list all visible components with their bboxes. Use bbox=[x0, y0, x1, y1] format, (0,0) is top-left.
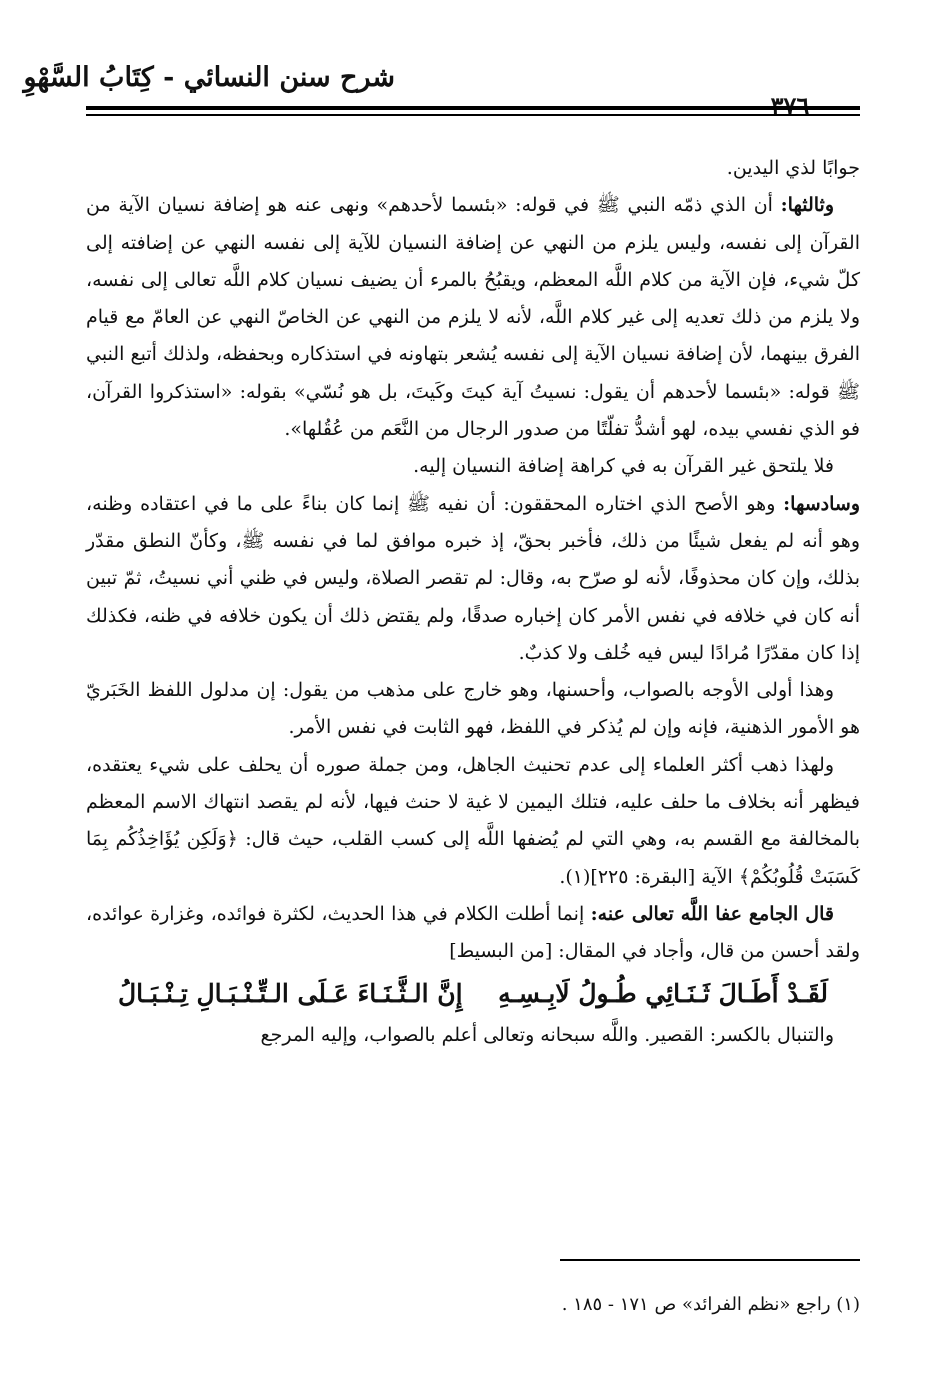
paragraph bbox=[86, 896, 860, 971]
paragraph-text: وهذا أولى الأوجه بالصواب، وأحسنها، وهو خارج على مذهب من يقول: إن مدلول اللفظ الخَبَريّ هو الأمور الذهنية، فإنه وإن لم يُذكر في اللفظ، فهو الثابت في نفس الأمر. bbox=[86, 679, 860, 739]
paragraph bbox=[86, 187, 860, 448]
paragraph bbox=[86, 150, 860, 187]
paragraph-text: إنما أطلت الكلام في هذا الحديث، لكثرة فوائده، وغزارة عوائده، ولقد أحسن من قال، وأجاد في المقال: [من البسيط] bbox=[86, 902, 860, 963]
paragraph bbox=[86, 672, 860, 747]
paragraph-text: وهو الأصح الذي اختاره المحققون: أن نفيه ﷺ إنما كان بناءً على ما في اعتقاده وظنه، وهو أنه لم يفعل شيئًا من ذلك، فأخبر بحقّ، إذ خبره موافق لما في نفسه ﷺ، وكأنّ النطق مقدّر بذلك، وإن كان محذوفًا، لأنه لو صرّح به، وقال: لم تقصر الصلاة، وليس في ظني أني نسيتُ، ثمّ تبين أنه كان في خلافه في نفس الأمر كان إخباره صدقًا، ولم يقتض ذلك أن يكون خلافه في ظنه، فكذلك إذا كان مقدّرًا مُرادًا ليس فيه خُلف ولا كذبٌ. bbox=[86, 492, 860, 664]
paragraph-text: أن الذي ذمّه النبي ﷺ في قوله: «بئسما لأحدهم» ونهى عنه هو إضافة نسيان الآية من القرآن إلى نفسه، وليس يلزم من النهي عن إضافة النسيان للآية إلى نفسه النهي عن إضافته إلى كلّ شيء، فإن الآية من كلام اللَّه المعظم، ويقبُحُ بالمرء أن يضيف نسيان كلام اللَّه تعالى إلى نفسه، ولا يلزم من ذلك تعديه إلى غير كلام اللَّه، لأنه لا يلزم من النهي عن الخاصّ النهي عن العامّ مع قيام الفرق بينهما، لأن إضافة نسيان الآية إلى نفسه يُشعر بتهاونه في استذكاره وبحفظه، ولذلك أتبع النبي ﷺ قوله: «بئسما لأحدهم أن يقول: نسيتُ آية كيتَ وكَيتَ، بل هو نُسّي» بقوله: «استذكروا القرآن، فو الذي نفسي بيده، لهو أشدُّ تفلّتًا من صدور الرجال من النَّعَم من عُقُلها». bbox=[86, 194, 860, 441]
footnote: (١) راجع «نظم الفرائد» ص ١٧١ - ١٨٥ . bbox=[561, 1294, 860, 1315]
verse-hemistich-second: إِنَّ الـثَّـنَـاءَ عَـلَى الـتِّـنْـبَـالِ تِـنْـبَـالُ bbox=[118, 978, 463, 1008]
footnote-separator bbox=[560, 1259, 860, 1261]
header-rule-thin bbox=[86, 114, 860, 116]
paragraph-text: ولهذا ذهب أكثر العلماء إلى عدم تحنيث الجاهل، ومن جملة صوره أن يحلف على شيء يعتقده، فيظهر أنه بخلاف ما حلف عليه، فتلك اليمين لا غية لا حنث فيها، لأنه لم يقصد انتهاك الاسم المعظم بالمخالفة مع القسم به، وهي التي لم يُضفها اللَّه إلى كسب القلب، حيث قال: ﴿وَلَكِن يُؤَاخِذُكُم بِمَا كَسَبَتْ قُلُوبُكُمْ﴾ الآية [البقرة: ٢٢٥](١). bbox=[86, 753, 860, 888]
paragraph bbox=[86, 486, 860, 672]
verse-hemistich-first: لَقَـدْ أَطَـالَ ثَـنَـائِي طُـولُ لَابِـسِـهِ bbox=[498, 978, 828, 1008]
paragraph-text: جوابًا لذي اليدين. bbox=[726, 157, 860, 179]
paragraph-lead: وسادسها: bbox=[783, 492, 860, 515]
paragraph-lead: وثالثها: bbox=[780, 194, 834, 217]
header-rule-thick bbox=[86, 106, 860, 110]
running-title: شرح سنن النسائي - كِتَابُ السَّهْوِ bbox=[23, 62, 395, 93]
paragraph bbox=[86, 448, 860, 485]
closing-line: والتنبال بالكسر: القصير. واللَّه سبحانه وتعالى أعلم بالصواب، وإليه المرجع bbox=[260, 1023, 834, 1046]
paragraph bbox=[86, 747, 860, 896]
poetry-verse bbox=[86, 971, 860, 1017]
body-text bbox=[86, 150, 860, 1054]
paragraph-text: فلا يلتحق غير القرآن به في كراهة إضافة النسيان إليه. bbox=[413, 455, 834, 478]
paragraph-lead: قال الجامع عفا اللَّه تعالى عنه: bbox=[590, 902, 834, 925]
